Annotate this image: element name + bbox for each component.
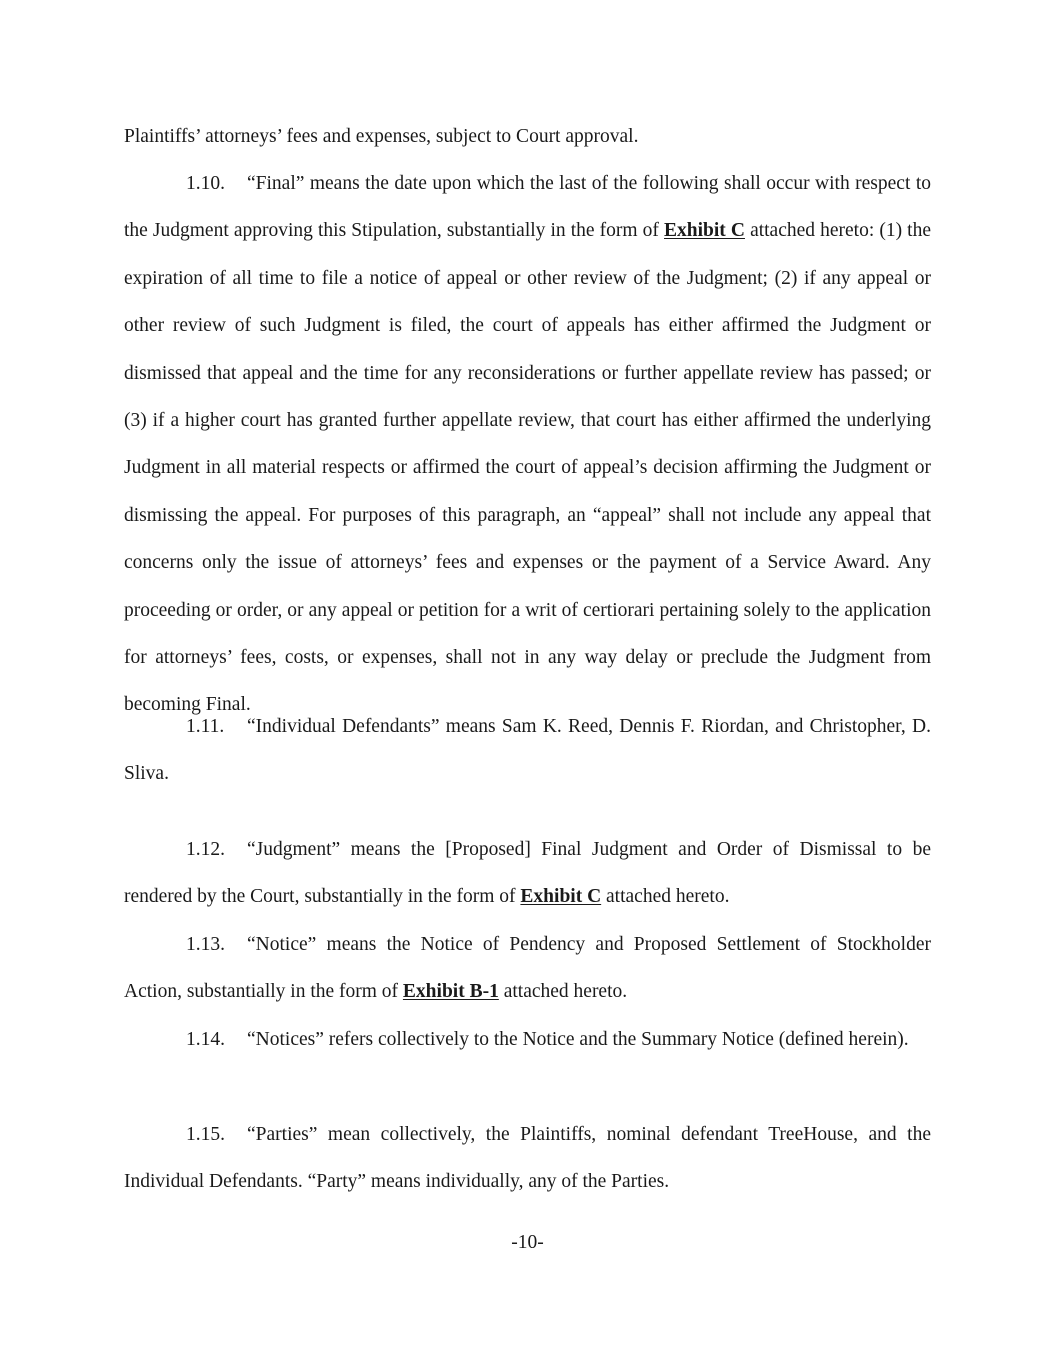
page-number: -10- <box>511 1232 544 1253</box>
definition-1-11 <box>124 703 931 798</box>
definition-text: attached hereto: (1) the expiration of all time to file a notice of appeal or other review of the Judgment; (2) if any appeal or other review of such Judgment is filed, the court of appeals has either affirmed the Judgment or dismissed that appeal and the time for any reconsiderations or further appellate review has passed; or (3) if a higher court has granted further appellate review, that court has either affirmed the underlying Judgment in all material respects or affirmed the court of appeal’s decision affirming the Judgment or dismissing the appeal. For purposes of this paragraph, an “appeal” shall not include any appeal that concerns only the issue of attorneys’ fees and expenses or the payment of a Service Award. Any proceeding or order, or any appeal or petition for a writ of certiorari pertaining solely to the application for attorneys’ fees, costs, or expenses, shall not in any way delay or preclude the Judgment from becoming Final. <box>124 220 931 716</box>
exhibit-reference: Exhibit B-1 <box>402 981 499 1003</box>
section-number: 1.14. <box>186 1029 225 1050</box>
definition-1-10 <box>124 160 931 729</box>
section-number: 1.11. <box>186 716 225 737</box>
section-number: 1.13. <box>186 934 225 955</box>
section-number: 1.15. <box>186 1124 225 1145</box>
exhibit-reference: Exhibit C <box>664 220 745 242</box>
section-number: 1.12. <box>186 839 225 860</box>
definition-text: “Judgment” means the [Proposed] Final Judgment and Order of Dismissal to be rendered by the Court, substantially in the form of <box>124 839 931 908</box>
definition-1-12 <box>124 826 931 921</box>
section-number: 1.10. <box>186 173 225 194</box>
definition-text: attached hereto. <box>601 886 730 908</box>
definition-text: “Notices” refers collectively to the Notice and the Summary Notice (defined herein). <box>247 1029 909 1050</box>
exhibit-reference: Exhibit C <box>520 886 602 908</box>
definition-1-15 <box>124 1111 931 1206</box>
document-page <box>124 0 931 1365</box>
definition-text: “Individual Defendants” means Sam K. Reed, Dennis F. Riordan, and Christopher, D. Sliva. <box>124 716 931 785</box>
definition-1-14 <box>124 1016 931 1063</box>
definition-text: attached hereto. <box>498 981 628 1003</box>
definition-text: “Parties” mean collectively, the Plaintiffs, nominal defendant TreeHouse, and the Individual Defendants. “Party” means individually, any of the Parties. <box>124 1124 931 1193</box>
definition-1-13 <box>124 921 931 1016</box>
continuation-text: Plaintiffs’ attorneys’ fees and expenses, subject to Court approval. <box>124 126 639 147</box>
definition-text: “Notice” means the Notice of Pendency and Proposed Settlement of Stockholder Action, substantially in the form of <box>124 934 931 1003</box>
definition-text: “Final” means the date upon which the last of the following shall occur with respect to the Judgment approving this Stipulation, substantially in the form of <box>124 173 931 242</box>
